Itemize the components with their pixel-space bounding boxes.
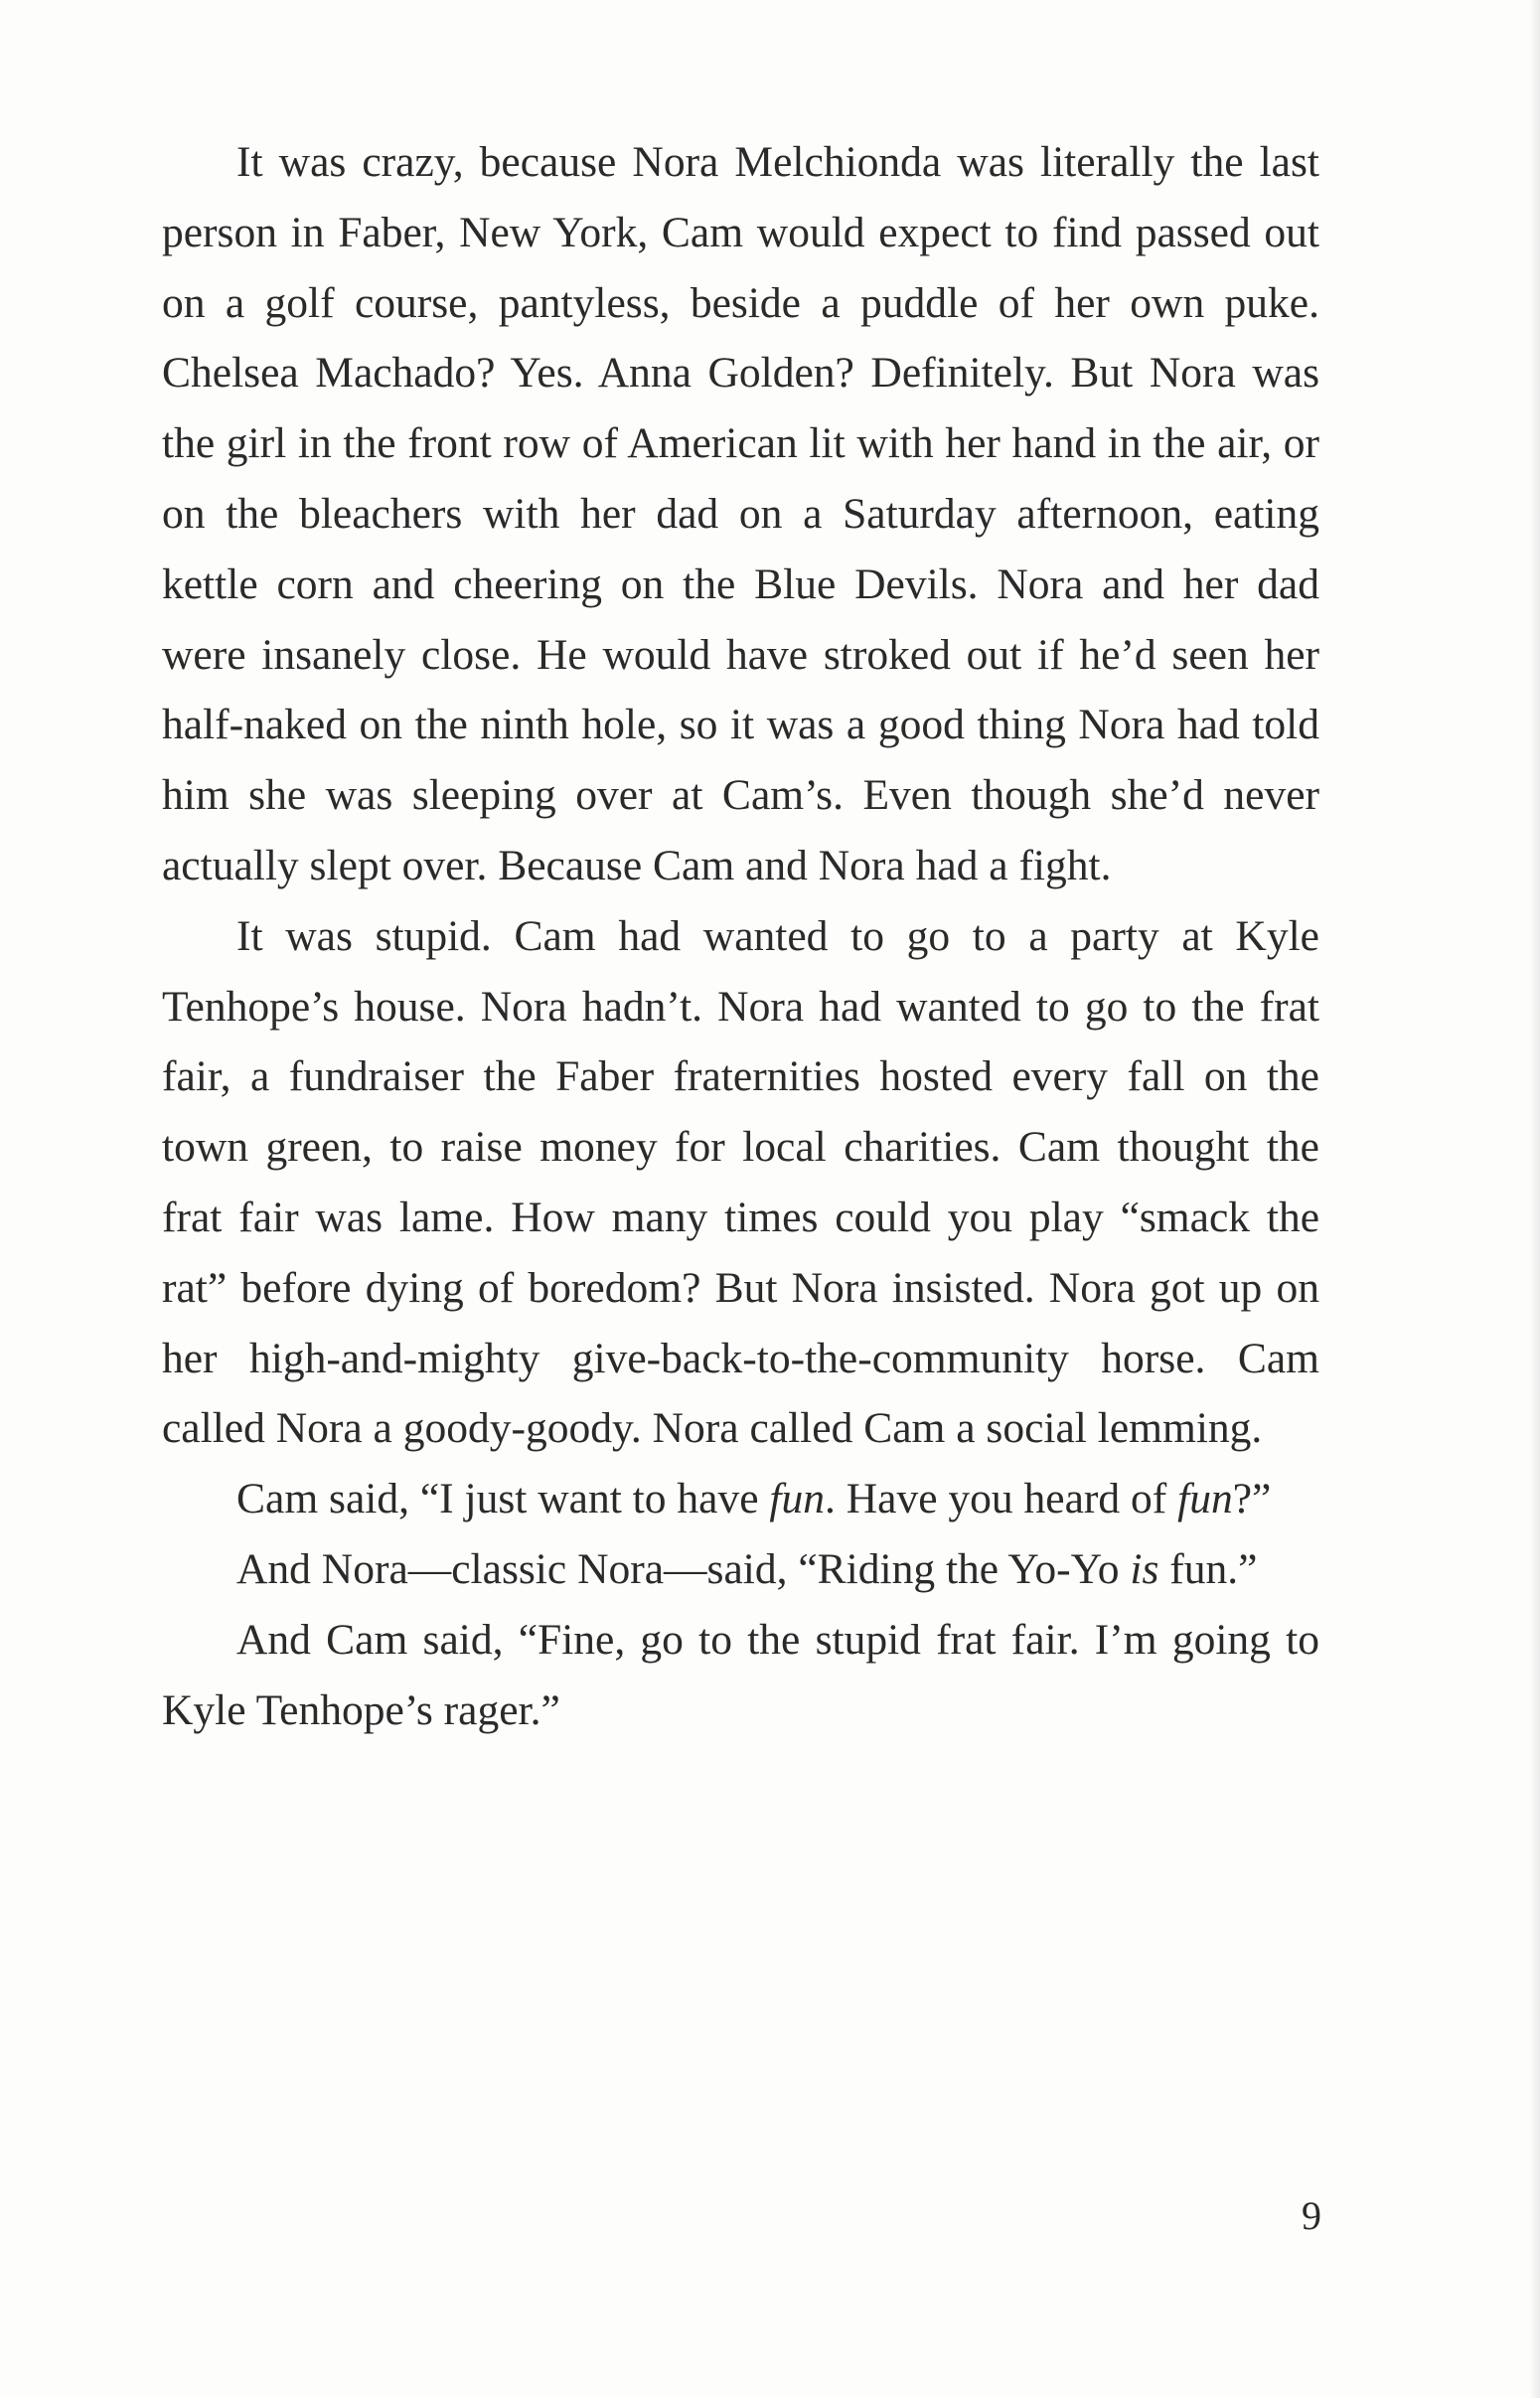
- italic-emphasis: fun: [1177, 1475, 1233, 1523]
- paragraph-text: It was stupid. Cam had wanted to go to a party at Kyle Tenhope’s house. Nora hadn’t. Nora had wanted to go to the frat fair, a fundraiser the Faber fraternities hosted every fall on the town green, to raise money for local charities. Cam thought the frat fair was lame. How many times could you play “smack the rat” before dying of boredom? But Nora insisted. Nora got up on her high-and-mighty give-back-to-the-community horse. Cam called Nora a goody-goody. Nora called Cam a social lemming.: [162, 911, 1319, 1453]
- paragraph: [162, 901, 1319, 1464]
- paragraph-text: fun.”: [1158, 1544, 1258, 1593]
- paragraph-text: It was crazy, because Nora Melchionda was literally the last person in Faber, New York, Cam would expect to find passed out on a golf course, pantyless, beside a puddle of her own puke. Chelsea Machado? Yes. Anna Golden? Definitely. But Nora was the girl in the front row of American lit with her hand in the air, or on the bleachers with her dad on a Saturday afternoon, eating kettle corn and cheering on the Blue Devils. Nora and her dad were insanely close. He would have stroked out if he’d seen her half-naked on the ninth hole, so it was a good thing Nora had told him she was sleeping over at Cam’s. Even though she’d never actually slept over. Because Cam and Nora had a fight.: [162, 138, 1319, 889]
- paragraph-text: . Have you heard of: [824, 1475, 1178, 1523]
- italic-emphasis: fun: [769, 1475, 825, 1523]
- page-number: 9: [1302, 2193, 1321, 2238]
- paragraph: [162, 1605, 1319, 1746]
- paragraph: [162, 1464, 1319, 1534]
- paragraph-text: ?”: [1232, 1475, 1272, 1523]
- paragraph: [162, 1534, 1319, 1605]
- paragraph: [162, 127, 1319, 901]
- paragraph-text: Cam said, “I just want to have: [236, 1475, 770, 1523]
- page-edge-shadow: [1530, 0, 1540, 2398]
- body-text: [162, 127, 1319, 1745]
- italic-emphasis: is: [1130, 1544, 1159, 1593]
- paragraph-text: And Cam said, “Fine, go to the stupid frat fair. I’m going to Kyle Tenhope’s rager.”: [162, 1615, 1319, 1734]
- paragraph-text: And Nora—classic Nora—said, “Riding the Yo-Yo: [236, 1544, 1131, 1593]
